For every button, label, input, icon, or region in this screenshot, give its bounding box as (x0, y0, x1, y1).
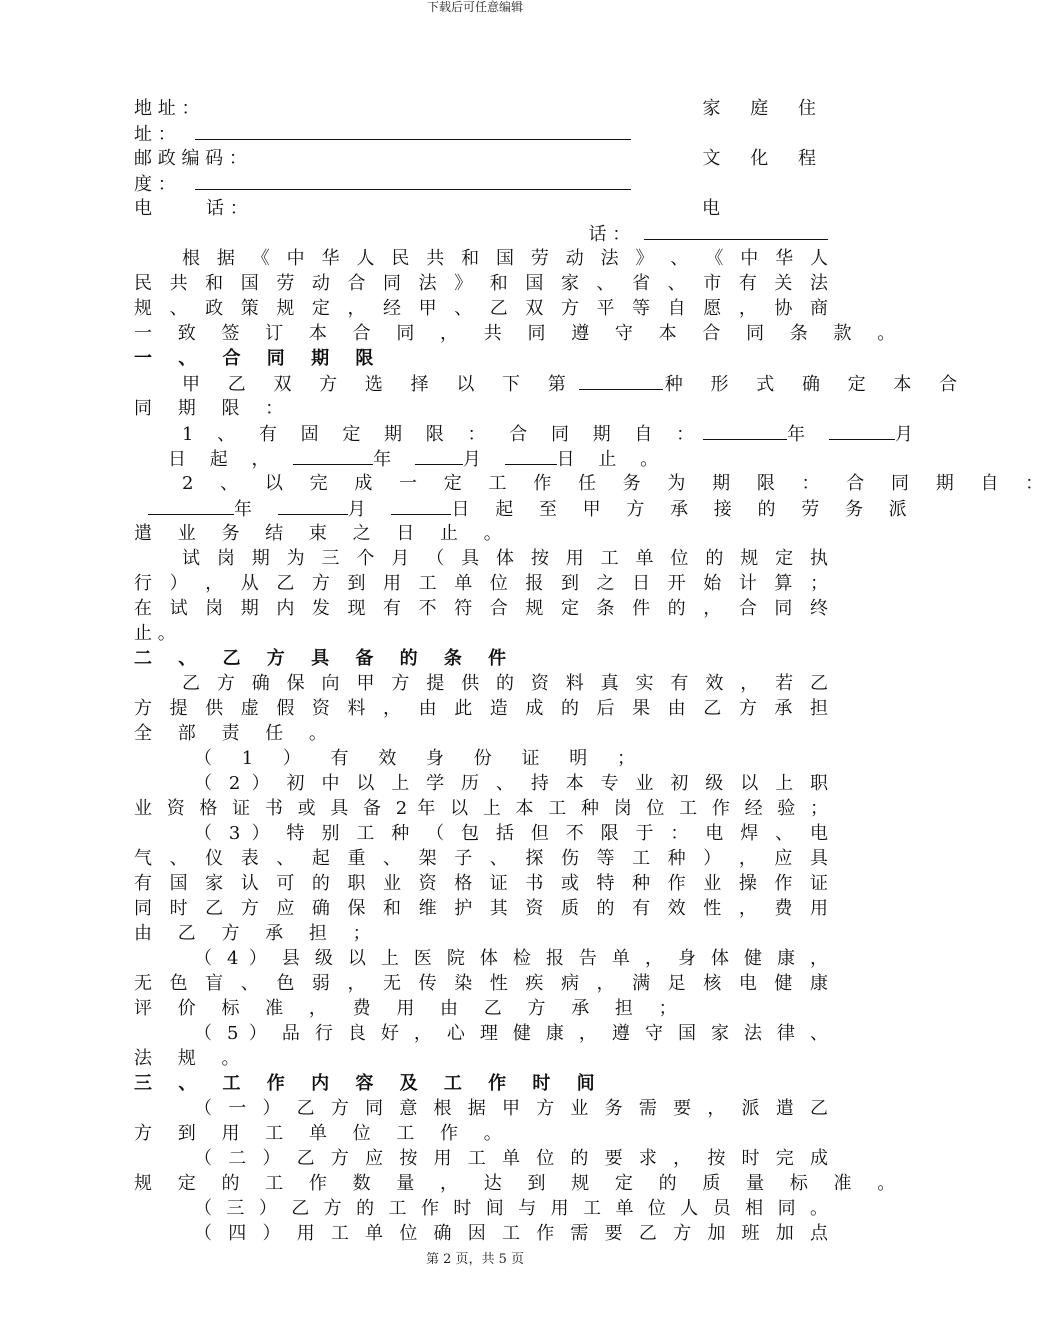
contract-type-field[interactable] (579, 371, 663, 390)
condition-item: 法 规 。 (134, 1048, 250, 1069)
phone-label-right-cont: 话 ： (588, 224, 631, 245)
conditions-intro-line: 全 部 责 任 。 (134, 723, 337, 744)
address-label: 地 址 ： (134, 98, 200, 119)
section-title: 一 、 合 同 期 限 (134, 348, 384, 369)
trial-line: 止 。 (134, 623, 176, 644)
postcode-row (134, 146, 828, 171)
end-year-field[interactable] (293, 446, 373, 465)
trial-line: 试 岗 期 为 三 个 月 （ 具 体 按 用 工 单 位 的 规 定 执 (182, 548, 828, 569)
work-line: 规 定 的 工 作 数 量 ， 达 到 规 定 的 质 量 标 准 。 (134, 1173, 906, 1194)
fixed-term-line: 1 、 有 固 定 期 限 ： 合 同 期 自 ： 年 月 (134, 421, 828, 446)
preamble-line: 民 共 和 国 劳 动 合 同 法 》 和 国 家 、 省 、 市 有 关 法 (134, 273, 828, 294)
condition-item: 评 价 标 准 ， 费 用 由 乙 方 承 担 ； (134, 998, 687, 1019)
contract-type-line: 甲 乙 双 方 选 择 以 下 第 种 形 式 确 定 本 合 (134, 371, 828, 396)
task-term-line-end: 遣 业 务 结 束 之 日 止 。 (134, 523, 512, 544)
contract-body (134, 96, 1054, 1246)
page-header: 下载后可任意编辑 (426, 0, 523, 14)
start-month-field[interactable] (829, 421, 895, 440)
home-address-row (134, 121, 828, 146)
trial-line: 行 ） ， 从 乙 方 到 用 工 单 位 报 到 之 日 开 始 计 算 ； (134, 573, 828, 594)
task-start-year-field[interactable] (148, 496, 234, 515)
section-title: 二 、 乙 方 具 备 的 条 件 (134, 648, 517, 669)
work-line: （ 一 ） 乙 方 同 意 根 据 甲 方 业 务 需 要 ， 派 遣 乙 (194, 1098, 828, 1119)
condition-item: （ 1 ） 有 效 身 份 证 明 ； (194, 748, 647, 769)
task-term-line-cont: 年 月 日 起 至 甲 方 承 接 的 劳 务 派 (134, 496, 828, 521)
home-address-label: 家 庭 住 (702, 98, 828, 119)
condition-item: 由 乙 方 承 担 ； (134, 923, 381, 944)
work-line: （ 四 ） 用 工 单 位 确 因 工 作 需 要 乙 方 加 班 加 点 (194, 1223, 828, 1244)
condition-item: 有 国 家 认 可 的 职 业 资 格 证 书 或 特 种 作 业 操 作 证 (134, 873, 828, 894)
postcode-label: 邮 政 编 码 ： (134, 148, 247, 169)
work-line: （ 二 ） 乙 方 应 按 用 工 单 位 的 要 求 ， 按 时 完 成 (194, 1148, 828, 1169)
conditions-intro-line: 乙 方 确 保 向 甲 方 提 供 的 资 料 真 实 有 效 ， 若 乙 (182, 673, 828, 694)
phone-label: 电 话 ： (134, 198, 248, 219)
contract-type-line-cont: 同 期 限 ： (134, 398, 294, 419)
condition-item: （ 5 ） 品 行 良 好 ， 心 理 健 康 ， 遵 守 国 家 法 律 、 (194, 1023, 828, 1044)
phone-row (134, 196, 828, 221)
phone-field[interactable] (644, 221, 828, 240)
end-month-field[interactable] (415, 446, 463, 465)
preamble-line: 规 、 政 策 规 定 ， 经 甲 、 乙 双 方 平 等 自 愿 ， 协 商 (134, 298, 828, 319)
work-line: 方 到 用 工 单 位 工 作 。 (134, 1123, 512, 1144)
phone-row-2 (134, 221, 828, 246)
phone-label-right: 电 (702, 198, 720, 219)
page-footer: 第 2 页，共 5 页 (425, 1252, 525, 1267)
task-start-day-field[interactable] (391, 496, 451, 515)
condition-item: 无 色 盲 、 色 弱 ， 无 传 染 性 疾 病 ， 满 足 核 电 健 康 (134, 973, 828, 994)
address-row (134, 96, 828, 121)
fixed-term-line-cont: 日 起 ， 年 月 日 止 。 (134, 446, 828, 471)
condition-item: （ 4 ） 县 级 以 上 医 院 体 检 报 告 单 ， 身 体 健 康 ， (194, 948, 828, 969)
task-start-month-field[interactable] (278, 496, 348, 515)
preamble-line: 一 致 签 订 本 合 同 ， 共 同 遵 守 本 合 同 条 款 。 (134, 323, 906, 344)
education-label-cont: 度 ： (134, 174, 176, 195)
work-line: （ 三 ） 乙 方 的 工 作 时 间 与 用 工 单 位 人 员 相 同 。 (194, 1198, 828, 1219)
task-term-line: 2 、 以 完 成 一 定 工 作 任 务 为 期 限 ： 合 同 期 自 ： (182, 473, 1054, 494)
home-address-field[interactable] (195, 121, 631, 140)
education-label: 文 化 程 (702, 148, 828, 169)
condition-item: 业 资 格 证 书 或 具 备 2 年 以 上 本 工 种 岗 位 工 作 经 验 ； (134, 798, 828, 819)
start-year-field[interactable] (703, 421, 787, 440)
education-field[interactable] (195, 171, 631, 190)
condition-item: 同 时 乙 方 应 确 保 和 维 护 其 资 质 的 有 效 性 ， 费 用 (134, 898, 828, 919)
trial-line: 在 试 岗 期 内 发 现 有 不 符 合 规 定 条 件 的 ， 合 同 终 (134, 598, 828, 619)
conditions-intro-line: 方 提 供 虚 假 资 料 ， 由 此 造 成 的 后 果 由 乙 方 承 担 (134, 698, 828, 719)
end-day-field[interactable] (505, 446, 557, 465)
condition-item: （ 3 ） 特 别 工 种 （ 包 括 但 不 限 于 ： 电 焊 、 电 (194, 823, 828, 844)
education-row (134, 171, 828, 196)
condition-item: （ 2 ） 初 中 以 上 学 历 、 持 本 专 业 初 级 以 上 职 (194, 773, 828, 794)
section-title: 三 、 工 作 内 容 及 工 作 时 间 (134, 1073, 605, 1094)
condition-item: 气 、 仪 表 、 起 重 、 架 子 、 探 伤 等 工 种 ） ， 应 具 (134, 848, 828, 869)
home-address-label-cont: 址 ： (134, 124, 176, 145)
preamble-line: 根 据 《 中 华 人 民 共 和 国 劳 动 法 》 、 《 中 华 人 (182, 248, 828, 269)
